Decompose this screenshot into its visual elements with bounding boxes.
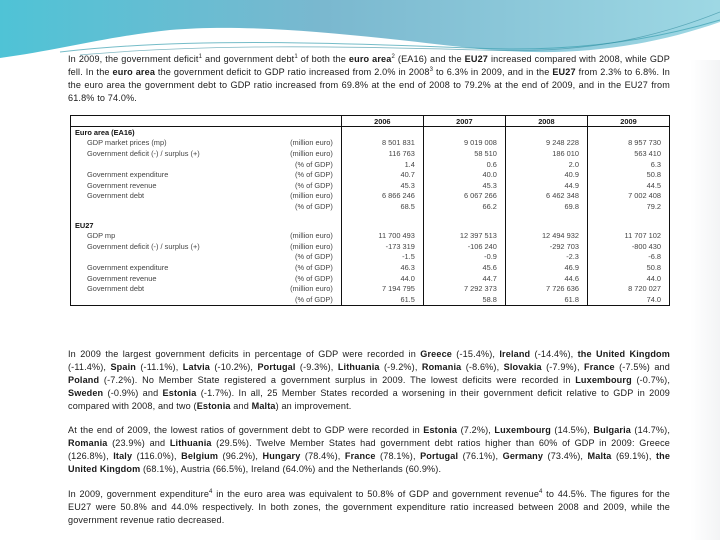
- value-cell: 40.7: [341, 169, 423, 180]
- text-run: ) an improvement.: [275, 401, 352, 411]
- bold-term: Estonia: [196, 401, 231, 411]
- bold-term: France: [584, 362, 615, 372]
- table-header-row: [71, 116, 670, 127]
- value-cell: 50.8: [587, 262, 669, 273]
- value-cell: 40.0: [423, 169, 505, 180]
- value-cell: 61.5: [341, 294, 423, 305]
- bold-term: Romania: [421, 362, 462, 372]
- row-unit: (% of GDP): [295, 180, 333, 190]
- footnote-ref: 4: [539, 488, 543, 495]
- bold-term: Sweden: [68, 388, 104, 398]
- value-cell: -1.5: [341, 252, 423, 263]
- table-row: [71, 148, 670, 159]
- value-cell: 45.3: [423, 180, 505, 191]
- row-label: [71, 201, 235, 212]
- value-cell: 6 866 246: [341, 191, 423, 202]
- text-run: (-7.5%) and: [614, 362, 670, 372]
- footnote-ref: 4: [209, 488, 213, 495]
- value-cell: -173 319: [341, 241, 423, 252]
- value-cell: 58 510: [423, 148, 505, 159]
- year-header: 2009: [587, 116, 669, 127]
- decorative-right-strip: [690, 60, 720, 540]
- footnote-ref: 2: [391, 53, 395, 60]
- bold-term: Portugal: [420, 451, 459, 461]
- row-label: Government debt: [87, 284, 145, 294]
- value-cell: 44.9: [505, 180, 587, 191]
- value-cell: 45.6: [423, 262, 505, 273]
- table-row: [71, 169, 670, 180]
- header-blank: [71, 116, 342, 127]
- value-cell: 61.8: [505, 294, 587, 305]
- row-label: [71, 159, 235, 170]
- section-gap: [71, 212, 670, 220]
- bold-term: Bulgaria: [593, 425, 631, 435]
- table-row: [71, 159, 670, 170]
- row-unit: (% of GDP): [295, 273, 333, 283]
- text-run: In 2009 the largest government deficits in percentage of GDP were recorded in: [68, 349, 421, 359]
- row-label: GDP market prices (mp): [87, 138, 167, 148]
- bold-term: Estonia: [423, 425, 458, 435]
- value-cell: 7 194 795: [341, 283, 423, 294]
- bold-term: Italy: [113, 451, 133, 461]
- value-cell: 66.2: [423, 201, 505, 212]
- value-cell: 8 720 027: [587, 283, 669, 294]
- value-cell: 7 726 636: [505, 283, 587, 294]
- value-cell: -292 703: [505, 241, 587, 252]
- table-row: [71, 138, 670, 149]
- row-unit: (% of GDP): [295, 294, 333, 304]
- debts-paragraph: [68, 424, 670, 476]
- bold-term: EU27: [552, 67, 576, 77]
- bold-term: Luxembourg: [575, 375, 632, 385]
- row-unit: (% of GDP): [295, 252, 333, 262]
- text-run: (EA16) and the: [394, 54, 465, 64]
- empty-cell: [587, 127, 669, 138]
- value-cell: 12 397 513: [423, 230, 505, 241]
- row-label: [71, 252, 235, 263]
- intro-paragraph: [68, 53, 670, 105]
- government-finance-table: [70, 115, 670, 306]
- section-header-row: [71, 127, 670, 138]
- row-unit: (million euro): [290, 231, 333, 241]
- text-run: (23.9%) and: [107, 438, 170, 448]
- table-row: [71, 180, 670, 191]
- table-row: [71, 201, 670, 212]
- bold-term: Luxembourg: [494, 425, 551, 435]
- bold-term: the United Kingdom: [68, 451, 671, 474]
- section-header-row: [71, 220, 670, 231]
- text-run: (-9.3%),: [295, 362, 338, 372]
- value-cell: 45.3: [341, 180, 423, 191]
- year-header: 2006: [341, 116, 423, 127]
- text-run: In 2009, government expenditure: [68, 489, 210, 499]
- text-run: and government debt: [202, 54, 295, 64]
- empty-cell: [423, 127, 505, 138]
- row-unit: (million euro): [290, 138, 333, 148]
- value-cell: 44.0: [341, 273, 423, 284]
- text-run: increased compared with 2008, while GDP fell. In the: [68, 54, 670, 77]
- text-run: (-14.4%),: [530, 349, 578, 359]
- text-run: (73.4%),: [543, 451, 588, 461]
- value-cell: 0.6: [423, 159, 505, 170]
- bold-term: euro area: [348, 54, 392, 64]
- value-cell: 50.8: [587, 169, 669, 180]
- empty-cell: [505, 127, 587, 138]
- bold-term: Lithuania: [337, 362, 380, 372]
- value-cell: 8 501 831: [341, 138, 423, 149]
- text-run: of both the: [297, 54, 349, 64]
- value-cell: 69.8: [505, 201, 587, 212]
- value-cell: -2.3: [505, 252, 587, 263]
- value-cell: 74.0: [587, 294, 669, 305]
- text-run: (-11.1%),: [135, 362, 183, 372]
- value-cell: 116 763: [341, 148, 423, 159]
- text-run: (29.5%). Twelve Member States had government debt ratios higher than 60% of GDP in 2009: Greece (126.8%),: [68, 438, 670, 461]
- value-cell: -106 240: [423, 241, 505, 252]
- text-run: (78.4%),: [300, 451, 345, 461]
- text-run: (-0.9%) and: [103, 388, 163, 398]
- value-cell: 6.3: [587, 159, 669, 170]
- table-row: [71, 294, 670, 305]
- bold-term: Malta: [251, 401, 276, 411]
- value-cell: 46.9: [505, 262, 587, 273]
- bold-term: Hungary: [262, 451, 301, 461]
- text-run: In 2009, the government deficit: [68, 54, 199, 64]
- table-row: [71, 273, 670, 284]
- empty-cell: [341, 127, 423, 138]
- text-run: (-7.2%). No Member State registered a government surplus in 2009. The lowest deficits were recorded in: [99, 375, 576, 385]
- bold-term: Slovakia: [503, 362, 542, 372]
- text-run: At the end of 2009, the lowest ratios of government debt to GDP were recorded in: [68, 425, 424, 435]
- value-cell: 6 462 348: [505, 191, 587, 202]
- row-label: [71, 294, 235, 305]
- text-run: from 2.3% to 6.8%. In the euro area the government debt to GDP ratio increased from 69.8% at the end of 2008 to 79.2% at the end of 2009, and in the EU27 from 61.8% to 74.0%.: [68, 67, 670, 103]
- bold-term: EU27: [464, 54, 489, 64]
- empty-cell: [505, 220, 587, 231]
- value-cell: 44.0: [587, 273, 669, 284]
- table-row: [71, 252, 670, 263]
- row-label: GDP mp: [87, 231, 116, 241]
- bold-term: Spain: [110, 362, 136, 372]
- value-cell: 44.5: [587, 180, 669, 191]
- bold-term: Belgium: [181, 451, 219, 461]
- value-cell: 68.5: [341, 201, 423, 212]
- table-row: [71, 191, 670, 202]
- empty-cell: [341, 220, 423, 231]
- value-cell: 186 010: [505, 148, 587, 159]
- text-run: (-0.7%),: [631, 375, 670, 385]
- text-run: (116.0%),: [132, 451, 182, 461]
- row-label: Government expenditure: [87, 170, 169, 180]
- row-unit: (% of GDP): [295, 262, 333, 272]
- value-cell: 44.7: [423, 273, 505, 284]
- row-label: Government debt: [87, 191, 145, 201]
- bold-term: Lithuania: [169, 438, 212, 448]
- row-label: Government deficit (-) / surplus (+): [87, 148, 200, 158]
- value-cell: 6 067 266: [423, 191, 505, 202]
- value-cell: 1.4: [341, 159, 423, 170]
- bold-term: the United Kingdom: [577, 349, 670, 359]
- year-header: 2007: [423, 116, 505, 127]
- row-label: Government expenditure: [87, 262, 169, 272]
- row-unit: (million euro): [290, 284, 333, 294]
- bold-term: Ireland: [499, 349, 531, 359]
- footnote-ref: 3: [429, 66, 434, 73]
- bold-term: France: [344, 451, 376, 461]
- value-cell: 11 707 102: [587, 230, 669, 241]
- value-cell: 2.0: [505, 159, 587, 170]
- row-unit: (million euro): [290, 191, 333, 201]
- value-cell: 8 957 730: [587, 138, 669, 149]
- row-label: Government revenue: [87, 273, 157, 283]
- text-run: (-10.2%),: [209, 362, 258, 372]
- text-run: (-8.6%),: [461, 362, 504, 372]
- text-run: (14.7%),: [631, 425, 671, 435]
- section-title: Euro area (EA16): [75, 127, 135, 137]
- row-label: Government deficit (-) / surplus (+): [87, 241, 200, 251]
- value-cell: -0.9: [423, 252, 505, 263]
- text-run: (-7.9%),: [541, 362, 585, 372]
- text-run: (-15.4%),: [452, 349, 500, 359]
- section-title: EU27: [75, 220, 94, 230]
- text-run: the government deficit to GDP ratio increased from 2.0% in 2008: [155, 67, 430, 77]
- value-cell: 12 494 932: [505, 230, 587, 241]
- value-cell: 7 002 408: [587, 191, 669, 202]
- text-run: (68.1%), Austria (66.5%), Ireland (64.0%) and the Netherlands (60.9%).: [140, 464, 442, 474]
- expenditure-paragraph: [68, 488, 670, 527]
- text-run: (14.5%),: [550, 425, 594, 435]
- bold-term: Greece: [420, 349, 452, 359]
- year-header: 2008: [505, 116, 587, 127]
- bold-term: Romania: [68, 438, 108, 448]
- value-cell: 9 248 228: [505, 138, 587, 149]
- table-row: [71, 241, 670, 252]
- row-unit: (% of GDP): [295, 170, 333, 180]
- bold-term: Estonia: [162, 388, 197, 398]
- row-unit: (% of GDP): [295, 159, 333, 169]
- row-label: Government revenue: [87, 180, 157, 190]
- table-row: [71, 262, 670, 273]
- value-cell: 44.6: [505, 273, 587, 284]
- text-run: (7.2%),: [457, 425, 495, 435]
- text-run: (69.1%),: [611, 451, 656, 461]
- table-row: [71, 230, 670, 241]
- value-cell: 9 019 008: [423, 138, 505, 149]
- text-run: in the euro area was equivalent to 50.8% of GDP and government revenue: [212, 489, 540, 499]
- text-run: (96.2%),: [218, 451, 263, 461]
- empty-cell: [587, 220, 669, 231]
- footnote-ref: 1: [198, 53, 203, 60]
- value-cell: 40.9: [505, 169, 587, 180]
- value-cell: -800 430: [587, 241, 669, 252]
- value-cell: 46.3: [341, 262, 423, 273]
- bold-term: euro area: [112, 67, 156, 77]
- bold-term: Poland: [68, 375, 100, 385]
- row-unit: (million euro): [290, 241, 333, 251]
- text-run: and: [230, 401, 252, 411]
- bold-term: Latvia: [182, 362, 210, 372]
- text-run: (-9.2%),: [379, 362, 422, 372]
- bold-term: Germany: [502, 451, 544, 461]
- table-row: [71, 283, 670, 294]
- value-cell: 11 700 493: [341, 230, 423, 241]
- value-cell: -6.8: [587, 252, 669, 263]
- text-run: (76.1%),: [458, 451, 503, 461]
- empty-cell: [423, 220, 505, 231]
- deficits-paragraph: [68, 348, 670, 413]
- value-cell: 79.2: [587, 201, 669, 212]
- text-run: (-1.7%). In all, 25 Member States recorded a worsening in their government deficit relative to GDP in 2009 compared with 2008, and two (: [68, 388, 671, 411]
- value-cell: 58.8: [423, 294, 505, 305]
- text-run: (78.1%),: [375, 451, 421, 461]
- text-run: to 6.3% in 2009, and in the: [433, 67, 553, 77]
- row-unit: (million euro): [290, 148, 333, 158]
- bold-term: Portugal: [257, 362, 296, 372]
- text-run: (-11.4%),: [68, 362, 111, 372]
- bold-term: Malta: [587, 451, 612, 461]
- row-unit: (% of GDP): [295, 201, 333, 211]
- value-cell: 563 410: [587, 148, 669, 159]
- text-run: to 44.5%. The figures for the EU27 were 50.8% and 44.0% respectively. In both zones, the government expenditure ratio increased between 2008 and 2009, while the government revenue ratio decreased.: [68, 489, 670, 525]
- value-cell: 7 292 373: [423, 283, 505, 294]
- footnote-ref: 1: [294, 53, 298, 60]
